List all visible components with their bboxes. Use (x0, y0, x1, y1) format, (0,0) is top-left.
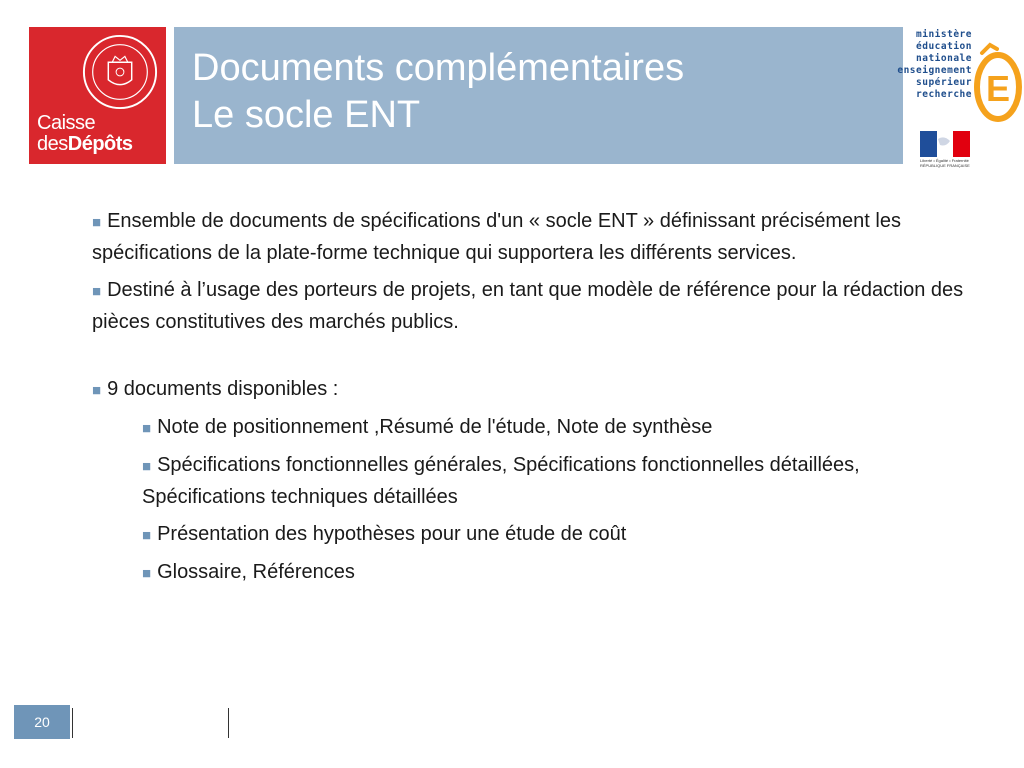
square-bullet-icon: ■ (92, 214, 102, 231)
sub-bullet-2: ■ Spécifications fonctionnelles générales, Spécifications fonctionnelles détaillées, Spécifications techniques détaillées (142, 454, 860, 508)
title-band (174, 27, 903, 164)
republique-caption: Liberté • Égalité • Fraternité RÉPUBLIQUE FRANÇAISE (920, 158, 970, 168)
footer-divider (72, 708, 73, 738)
ministry-text: ministère éducation nationale enseignement supérieur recherche (897, 29, 972, 100)
footer-divider (228, 708, 229, 738)
slide-title (192, 45, 684, 139)
ministry-logo (897, 27, 1024, 168)
title-line-2: Le socle ENT (192, 94, 421, 136)
sub-bullet-4: ■ Glossaire, Références (142, 561, 355, 583)
caisse-des-depots-logo (29, 27, 166, 164)
square-bullet-icon: ■ (142, 565, 152, 582)
svg-text:E: E (985, 68, 1011, 109)
slide-body (92, 206, 972, 595)
square-bullet-icon: ■ (142, 420, 152, 437)
bullet-paragraph-3: ■ 9 documents disponibles : (92, 378, 339, 400)
square-bullet-icon: ■ (92, 382, 102, 399)
logo-text-des-depots: desDépôts (37, 133, 133, 155)
french-flag-icon (920, 131, 970, 157)
page-number: 20 (14, 705, 70, 739)
bullet-paragraph-1: ■ Ensemble de documents de spécifications d'un « socle ENT » définissant précisément les spécifications de la plate-forme technique qui supportera les différents services. (92, 210, 901, 264)
square-bullet-icon: ■ (142, 527, 152, 544)
square-bullet-icon: ■ (92, 283, 102, 300)
logo-text-caisse: Caisse (37, 112, 96, 134)
sub-bullet-3: ■ Présentation des hypothèses pour une étude de coût (142, 523, 627, 545)
education-e-icon (973, 35, 1023, 123)
bullet-paragraph-2: ■ Destiné à l’usage des porteurs de projets, en tant que modèle de référence pour la rédaction des pièces constitutives des marchés publics. (92, 279, 964, 333)
seal-icon (81, 33, 159, 111)
square-bullet-icon: ■ (142, 458, 152, 475)
title-line-1: Documents complémentaires (192, 47, 685, 89)
sub-bullet-1: ■ Note de positionnement ,Résumé de l'étude, Note de synthèse (142, 416, 713, 438)
